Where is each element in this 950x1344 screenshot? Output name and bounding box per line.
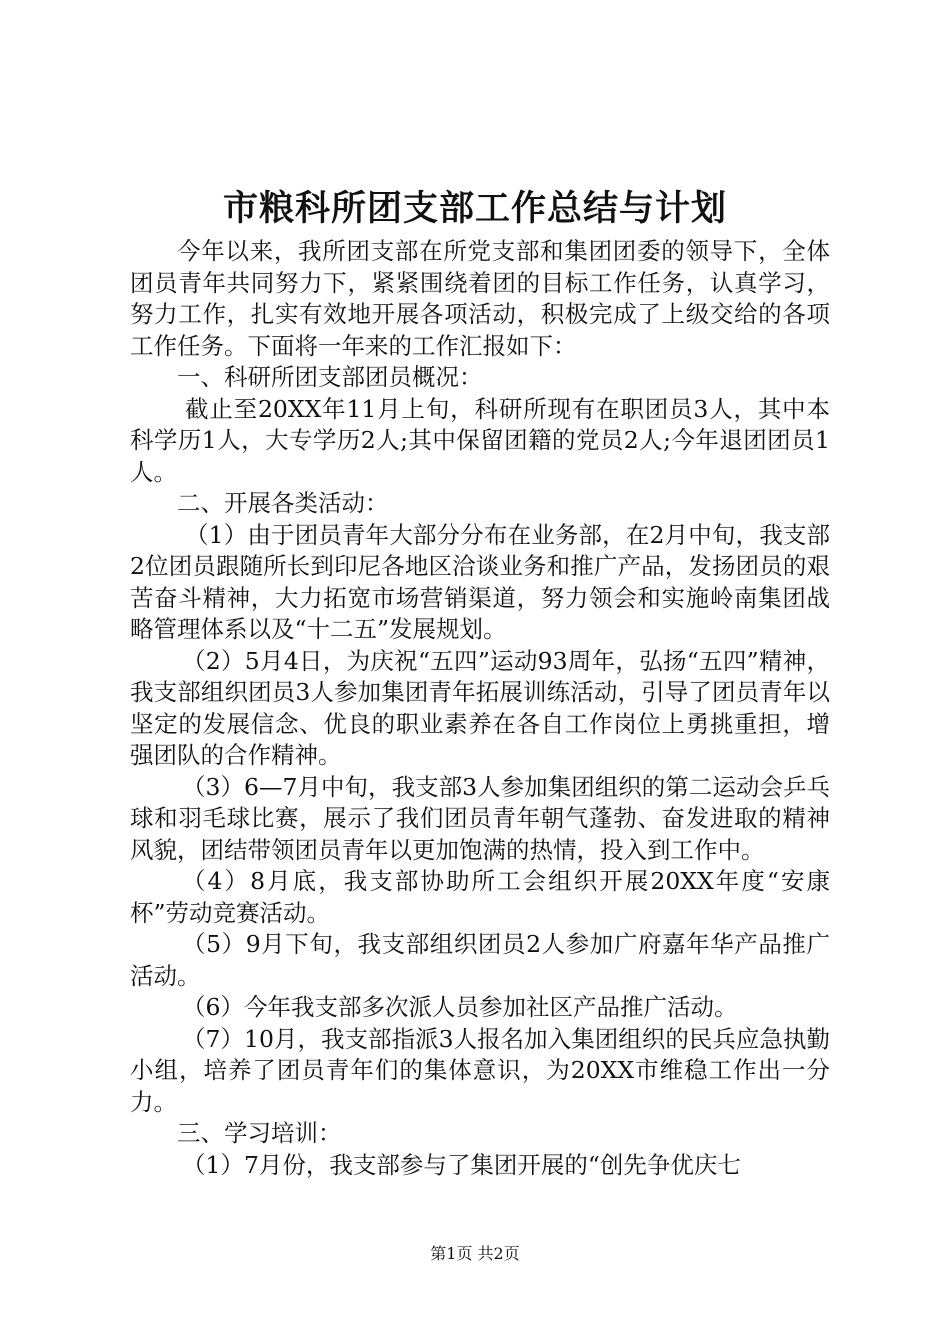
section-heading-overview: 一、科研所团支部团员概况： [177, 363, 483, 391]
activity-item-6: （6）今年我支部多次派人员参加社区产品推广活动。 [182, 993, 738, 1021]
activity-item-2: （2）5月4日，为庆祝“五四”运动93周年，弘扬“五四”精神，我支部组织团员3人参加集团青年拓展训练活动，引导了团员青年以坚定的发展信念、优良的职业素养在各自工作岗位上勇挑重担，增强团队的合作精神。 [130, 646, 830, 769]
document-body [130, 236, 830, 1181]
activity-item-3: （3）6—7月中旬，我支部3人参加集团组织的第二运动会乒乓球和羽毛球比赛，展示了我们团员青年朝气蓬勃、奋发进取的精神风貌，团结带领团员青年以更加饱满的热情，投入到工作中。 [130, 772, 830, 864]
activity-item-7: （7）10月，我支部指派3人报名加入集团组织的民兵应急执勤小组，培养了团员青年们的集体意识，为20XX市维稳工作出一分力。 [130, 1024, 830, 1116]
page-number-footer: 第1页 共2页 [430, 1244, 520, 1263]
section-heading-activities: 二、开展各类活动： [177, 489, 389, 517]
section-heading-training: 三、学习培训： [177, 1119, 342, 1147]
activity-item-4: （4）8月底，我支部协助所工会组织开展20XX年度“安康杯”劳动竞赛活动。 [130, 867, 830, 927]
document-title: 市粮科所团支部工作总结与计划 [222, 188, 727, 229]
activity-item-5: （5）9月下旬，我支部组织团员2人参加广府嘉年华产品推广活动。 [130, 930, 830, 990]
overview-paragraph: 截止至20XX年11月上旬，科研所现有在职团员3人，其中本科学历1人，大专学历2人;其中保留团籍的党员2人;今年退团团员1人。 [130, 394, 830, 486]
intro-paragraph: 今年以来，我所团支部在所党支部和集团团委的领导下，全体团员青年共同努力下，紧紧围绕着团的目标工作任务，认真学习，努力工作，扎实有效地开展各项活动，积极完成了上级交给的各项工作任务。下面将一年来的工作汇报如下： [130, 237, 830, 360]
activity-item-1: （1）由于团员青年大部分分布在业务部，在2月中旬，我支部2位团员跟随所长到印尼各地区洽谈业务和推广产品，发扬团员的艰苦奋斗精神，大力拓宽市场营销渠道，努力领会和实施岭南集团战略管理体系以及“十二五”发展规划。 [130, 520, 830, 643]
training-item-1: （1）7月份，我支部参与了集团开展的“创先争优庆七 [182, 1150, 741, 1179]
